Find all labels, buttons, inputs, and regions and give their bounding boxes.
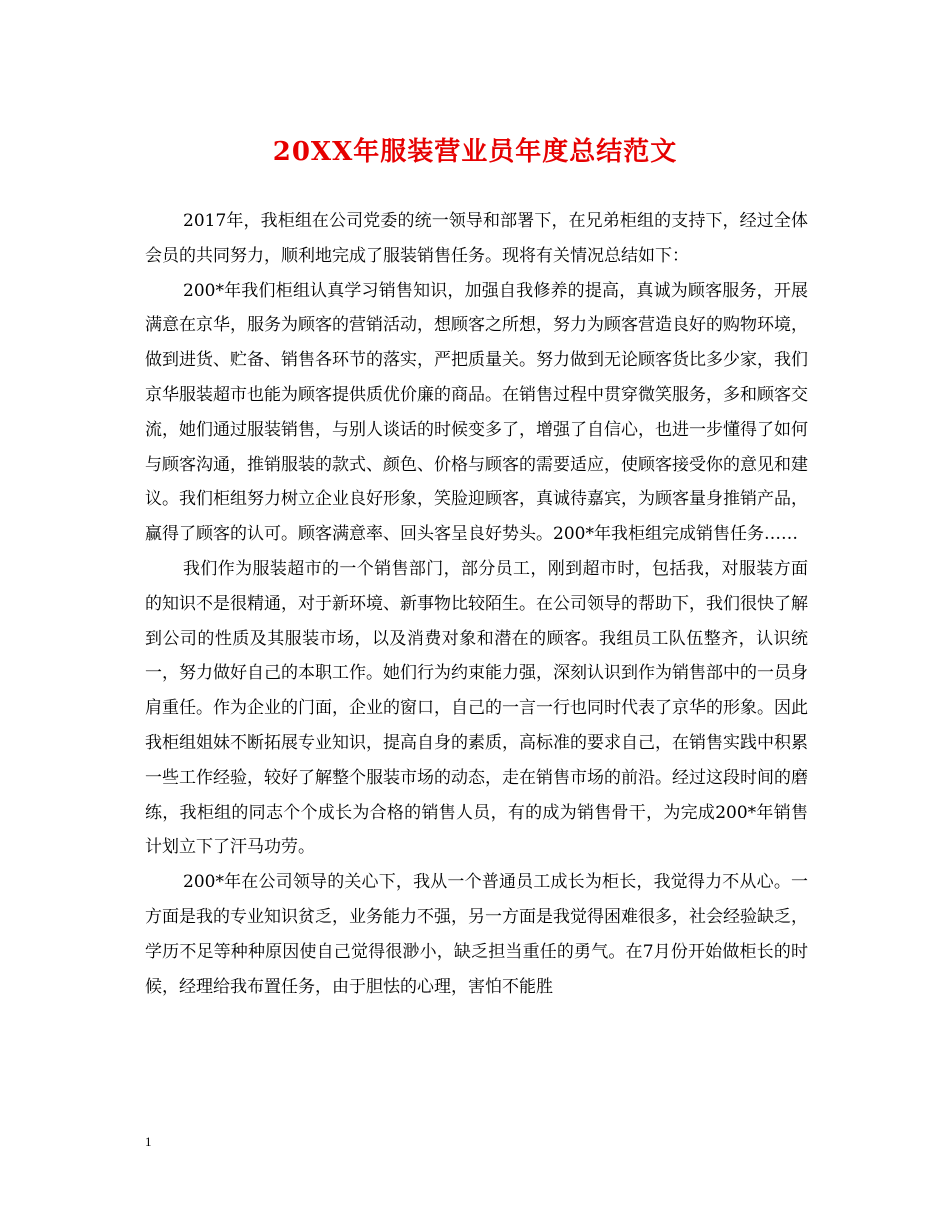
page-number: 1 [145,1134,152,1149]
paragraph-4: 200*年在公司领导的关心下，我从一个普通员工成长为柜长，我觉得力不从心。一方面是我的专业知识贫乏，业务能力不强，另一方面是我觉得困难很多，社会经验缺乏，学历不足等种种原因使自己觉得很渺小，缺乏担当重任的勇气。在7月份开始做柜长的时候，经理给我布置任务，由于胆怯的心理，害怕不能胜 [145,872,808,997]
paragraph-1: 2017年，我柜组在公司党委的统一领导和部署下，在兄弟柜组的支持下，经过全体会员的共同努力，顺利地完成了服装销售任务。现将有关情况总结如下： [145,211,808,266]
document-title: 20XX年服装营业员年度总结范文 [272,137,678,167]
paragraph-2: 200*年我们柜组认真学习销售知识，加强自我修养的提高，真诚为顾客服务，开展满意在京华，服务为顾客的营销活动，想顾客之所想，努力为顾客营造良好的购物环境，做到进货、贮备、销售各环节的落实，严把质量关。努力做到无论顾客货比多少家，我们京华服装超市也能为顾客提供质优价廉的商品。在销售过程中贯穿微笑服务，多和顾客交流，她们通过服装销售，与别人谈话的时候变多了，增强了自信心，也进一步懂得了如何与顾客沟通，推销服装的款式、颜色、价格与顾客的需要适应，使顾客接受你的意见和建议。我们柜组努力树立企业良好形象，笑脸迎顾客，真诚待嘉宾，为顾客量身推销产品，赢得了顾客的认可。顾客满意率、回头客呈良好势头。200*年我柜组完成销售任务…… [145,280,808,545]
document-body [145,204,808,1004]
paragraph-3: 我们作为服装超市的一个销售部门，部分员工，刚到超市时，包括我，对服装方面的知识不是很精通，对于新环境、新事物比较陌生。在公司领导的帮助下，我们很快了解到公司的性质及其服装市场，以及消费对象和潜在的顾客。我组员工队伍整齐，认识统一，努力做好自己的本职工作。她们行为约束能力强，深刻认识到作为销售部中的一员身肩重任。作为企业的门面，企业的窗口，自己的一言一行也同时代表了京华的形象。因此我柜组姐妹不断拓展专业知识，提高自身的素质，高标准的要求自己，在销售实践中积累一些工作经验，较好了解整个服装市场的动态，走在销售市场的前沿。经过这段时间的磨练，我柜组的同志个个成长为合格的销售人员，有的成为销售骨干，为完成200*年销售计划立下了汗马功劳。 [145,558,808,858]
